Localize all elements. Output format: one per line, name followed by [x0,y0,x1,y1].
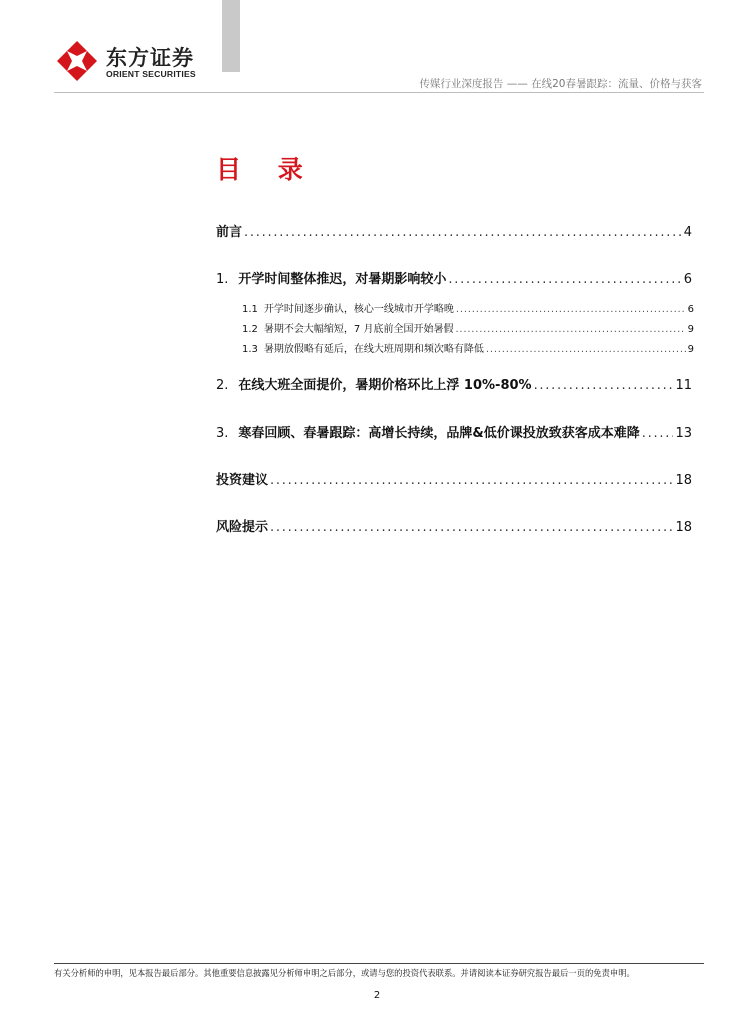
toc-entry-section-1-1[interactable] [242,300,694,315]
toc-entry-number: 1.1 [242,304,258,315]
toc-entry-investment-advice[interactable] [216,469,692,488]
toc-leader-dots [270,473,673,488]
toc-entry-label [216,422,640,441]
toc-leader-dots [244,225,682,240]
toc-leader-dots [642,426,674,441]
toc-page-number: 11 [675,378,692,393]
logo-chinese-name: 东方证券 [106,46,194,70]
toc-entry-text: 暑期放假略有延后，在线大班周期和频次略有降低 [263,344,484,355]
logo-english-name: ORIENT SECURITIES [106,69,196,79]
toc-page-number: 4 [683,225,692,240]
toc-entry-text: 开学时间整体推迟，对暑期影响较小 [238,272,447,287]
toc-entry-section-1-2[interactable] [242,320,694,335]
toc-leader-dots [456,304,686,315]
toc-entry-text: 在线大班全面提价，暑期价格环比上浮 10%-80% [238,378,532,393]
toc-page-number: 6 [683,272,692,287]
toc-page-number: 13 [675,426,692,441]
toc-entry-number: 1. [216,272,229,287]
toc-page-number: 9 [687,344,694,355]
toc-page-number: 18 [675,473,692,488]
toc-leader-dots [448,272,681,287]
toc-entry-text: 开学时间逐步确认，核心一线城市开学略晚 [263,304,454,315]
toc-leader-dots [486,344,686,355]
toc-entry-text: 暑期不会大幅缩短，7 月底前全国开始暑假 [263,324,454,335]
toc-entry-label [242,340,484,355]
toc-entry-risk-warning[interactable] [216,516,692,535]
toc-entry-section-3[interactable] [216,422,692,441]
toc-entry-label [216,268,446,287]
header-separator: —— [506,78,528,90]
toc-entry-label: 投资建议 [216,473,269,488]
toc-entry-label [242,320,453,335]
header-divider [54,92,704,93]
toc-entry-number: 1.3 [242,344,258,355]
toc-entry-text: 寒春回顾、春暑跟踪：高增长持续，品牌&低价课投放致获客成本难降 [238,426,640,441]
toc-entry-label [242,300,454,315]
toc-entry-section-1[interactable] [216,268,692,287]
toc-entry-section-2[interactable] [216,374,692,393]
report-title: 在线20春暑跟踪：流量、价格与获客 [531,78,702,90]
toc-entry-label: 前言 [216,225,243,240]
toc-leader-dots [270,520,673,535]
orient-securities-logo-icon [56,40,98,82]
toc-entry-label [216,374,532,393]
footer-divider [54,963,704,964]
page-number: 2 [373,990,381,1001]
company-logo [56,40,228,84]
toc-entry-number: 1.2 [242,324,258,335]
toc-title: 目 录 [216,155,317,184]
toc-entry-preface[interactable] [216,221,692,240]
footer-disclaimer: 有关分析师的申明，见本报告最后部分。其他重要信息披露见分析师申明之后部分，或请与您的投资代表联系。并请阅读本证券研究报告最后一页的免责申明。 [54,968,635,978]
toc-page-number: 6 [687,304,694,315]
toc-leader-dots [534,378,674,393]
toc-entry-number: 3. [216,426,229,441]
toc-page-number: 9 [687,324,694,335]
toc-page-number: 18 [675,520,692,535]
report-header [419,76,702,91]
toc-entry-label: 风险提示 [216,520,269,535]
toc-entry-section-1-3[interactable] [242,340,694,355]
toc-entry-number: 2. [216,378,229,393]
toc-leader-dots [455,324,685,335]
report-type: 传媒行业深度报告 [419,78,504,90]
